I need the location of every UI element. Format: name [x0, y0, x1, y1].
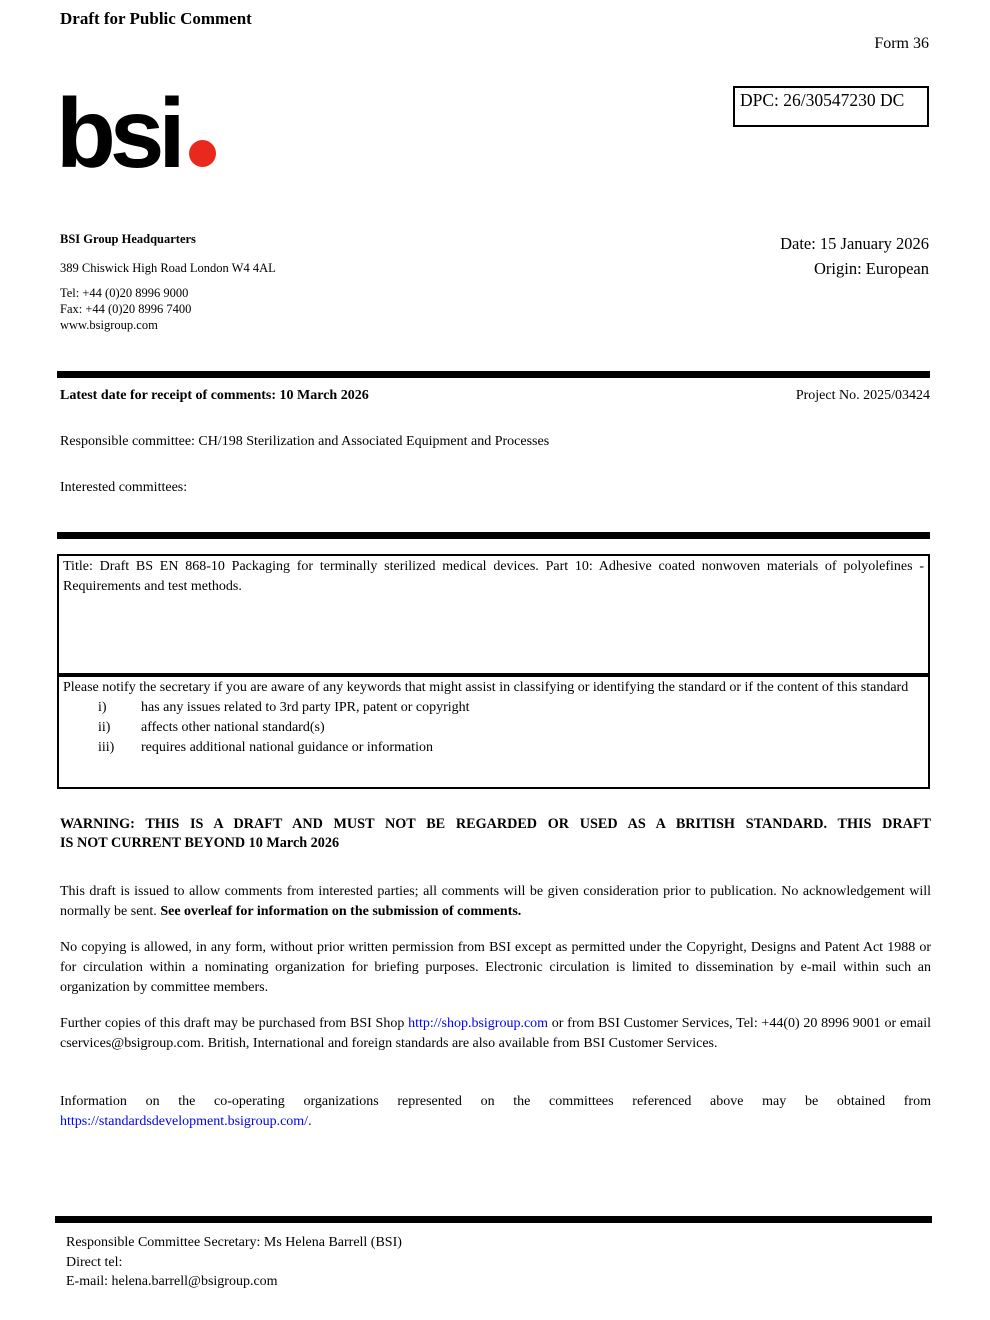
keywords-item-1: [98, 698, 924, 718]
keywords-item-3-text: requires additional national guidance or information: [141, 740, 433, 755]
paragraph-cooperating-orgs-text1: Information on the co-operating organizations represented on the committees referenced above may be obtained from: [60, 1094, 931, 1109]
keywords-item-3-marker: iii): [98, 740, 115, 755]
keywords-item-1-text: has any issues related to 3rd party IPR, patent or copyright: [141, 700, 470, 715]
responsible-committee-line: Responsible committee: CH/198 Sterilization and Associated Equipment and Processes: [60, 434, 550, 449]
project-number: Project No. 2025/03424: [795, 388, 930, 403]
warning-line-1: WARNING: THIS IS A DRAFT AND MUST NOT BE REGARDED OR USED AS A BRITISH STANDARD. THIS DRAFT: [60, 816, 931, 832]
paragraph-further-copies-text2: or from BSI Customer Services, Tel: +44(0) 20 8996 9001 or email cservices@bsigroup.com. British, International and foreign standards are also available from BSI Customer Services.: [60, 1016, 932, 1051]
warning-line-2: IS NOT CURRENT BEYOND 10 March 2026: [60, 835, 340, 851]
paragraph-no-copying: [60, 938, 931, 998]
headquarters-fax: Fax: +44 (0)20 8996 7400: [60, 302, 192, 316]
comments-deadline-row: [60, 388, 930, 404]
standard-title: Title: Draft BS EN 868-10 Packaging for terminally sterilized medical devices. Part 10: Adhesive coated nonwoven materials of polyolefines - Requirements and test methods.: [63, 559, 924, 594]
horizontal-rule-bottom: [55, 1216, 932, 1223]
date-line: Date: 15 January 2026: [780, 234, 929, 253]
latest-date-for-comments: Latest date for receipt of comments: 10 March 2026: [60, 388, 369, 403]
paragraph-cooperating-orgs: [60, 1092, 931, 1132]
keywords-item-3: [98, 738, 924, 758]
headquarters-title: BSI Group Headquarters: [60, 232, 196, 246]
bsi-logo-red-dot-icon: [189, 140, 216, 167]
secretary-direct-tel-line: Direct tel:: [66, 1254, 123, 1270]
date-origin-block: [780, 231, 929, 281]
origin-line: Origin: European: [813, 259, 929, 278]
secretary-name-line: Responsible Committee Secretary: Ms Helena Barrell (BSI): [66, 1235, 402, 1250]
keywords-intro: Please notify the secretary if you are aware of any keywords that might assist in classifying or identifying the standard or if the content of this standard: [63, 680, 909, 695]
headquarters-tel: Tel: +44 (0)20 8996 9000: [60, 286, 189, 300]
paragraph-further-copies-text1: Further copies of this draft may be purchased from BSI Shop: [60, 1016, 409, 1031]
paragraph-further-copies: [60, 1014, 931, 1054]
title-box: [57, 554, 930, 675]
secretary-block: [66, 1233, 402, 1292]
secretary-email-line: E-mail: helena.barrell@bsigroup.com: [66, 1274, 278, 1289]
keywords-item-2-text: affects other national standard(s): [141, 720, 325, 735]
keywords-item-1-marker: i): [98, 700, 107, 715]
horizontal-rule-top: [57, 371, 930, 378]
warning-notice: [60, 815, 931, 853]
paragraph-cooperating-orgs-text2: .: [308, 1114, 312, 1129]
bsi-logo: [56, 78, 216, 188]
keywords-item-2-marker: ii): [98, 720, 111, 735]
bsi-logo-text: bsi: [56, 78, 180, 188]
paragraph-draft-issued-bold: See overleaf for information on the submission of comments.: [160, 904, 522, 919]
paragraph-draft-issued-text: This draft is issued to allow comments from interested parties; all comments will be given consideration prior to publication. No acknowledgement will normally be sent.: [60, 884, 931, 919]
dpc-number: DPC: 26/30547230 DC: [740, 90, 905, 110]
paragraph-draft-issued: [60, 882, 931, 922]
headquarters-website: www.bsigroup.com: [60, 318, 158, 332]
horizontal-rule-middle: [57, 532, 930, 539]
paragraph-no-copying-text: No copying is allowed, in any form, without prior written permission from BSI except as permitted under the Copyright, Designs and Patent Act 1988 or for circulation within a nominating organization for briefing purposes. Electronic circulation is limited to dissemination by e-mail within such an organization by committee members.: [60, 940, 931, 995]
bsi-shop-link[interactable]: http://shop.bsigroup.com: [408, 1016, 549, 1031]
dpc-number-box: [733, 86, 929, 127]
standards-development-link[interactable]: https://standardsdevelopment.bsigroup.com/: [60, 1114, 309, 1129]
form-number: Form 36: [874, 35, 929, 52]
keywords-item-2: [98, 718, 924, 738]
keywords-box: [57, 675, 930, 789]
headquarters-block: [60, 232, 276, 333]
headquarters-address: 389 Chiswick High Road London W4 4AL: [60, 261, 276, 275]
draft-for-public-comment-label: Draft for Public Comment: [60, 9, 252, 28]
interested-committees-line: Interested committees:: [60, 480, 188, 495]
